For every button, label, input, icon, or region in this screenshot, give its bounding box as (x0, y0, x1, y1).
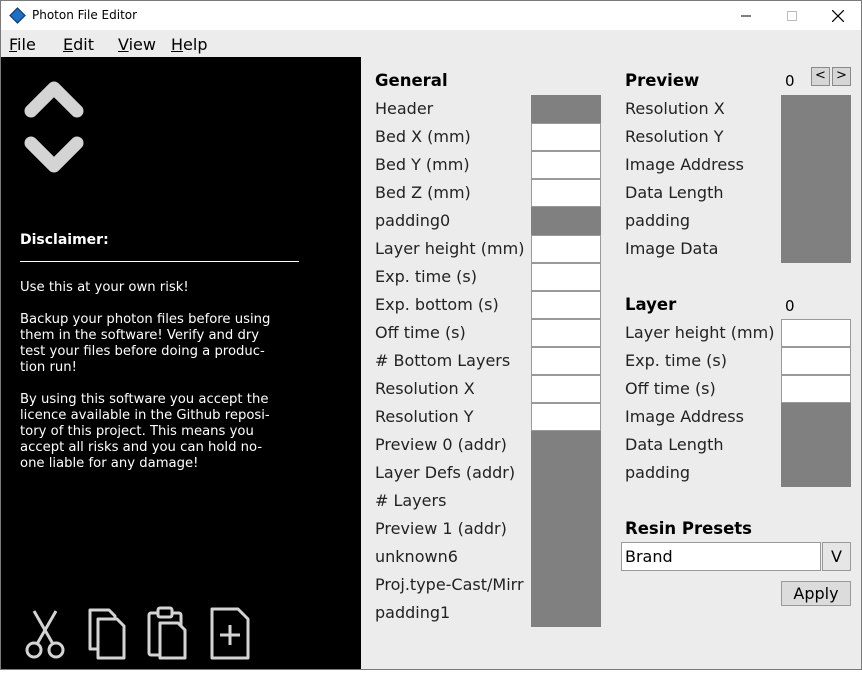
editable-field[interactable] (781, 319, 851, 347)
minimize-icon (741, 11, 751, 21)
readonly-field (531, 571, 601, 599)
field-label: Header (375, 99, 434, 118)
readonly-field (531, 599, 601, 627)
field-label: padding (625, 211, 691, 230)
field-label: Off time (s) (625, 379, 716, 398)
readonly-field (781, 207, 851, 235)
preview-title: Preview (625, 71, 700, 90)
field-label: # Layers (375, 491, 447, 510)
field-label: padding1 (375, 603, 451, 622)
resin-presets-title: Resin Presets (625, 519, 753, 538)
readonly-field (531, 459, 601, 487)
window-title: Photon File Editor (32, 8, 138, 22)
apply-button[interactable]: Apply (781, 581, 851, 606)
readonly-field (781, 179, 851, 207)
field-label: Data Length (625, 435, 724, 454)
readonly-field (781, 95, 851, 123)
layer-counter: 0 (785, 297, 795, 315)
window-bottom-edge (0, 669, 862, 673)
copy-icon[interactable] (85, 605, 129, 661)
title-bar (0, 0, 862, 30)
editable-field[interactable] (531, 347, 601, 375)
field-label: Resolution Y (625, 127, 724, 146)
field-label: padding0 (375, 211, 451, 230)
readonly-field (531, 515, 601, 543)
field-label: Proj.type-Cast/Mirr (375, 575, 524, 594)
menu-edit[interactable]: Edit (63, 35, 94, 54)
field-label: Bed Z (mm) (375, 183, 471, 202)
readonly-field (781, 235, 851, 263)
paste-icon[interactable] (146, 605, 190, 661)
readonly-field (781, 123, 851, 151)
preview-counter: 0 (785, 72, 795, 90)
brand-dropdown-button[interactable]: V (822, 542, 851, 571)
left-panel (0, 57, 361, 669)
field-label: padding (625, 463, 691, 482)
field-label: Layer height (mm) (375, 239, 525, 258)
field-label: Layer Defs (addr) (375, 463, 516, 482)
minimize-button[interactable] (723, 1, 769, 31)
field-label: Exp. bottom (s) (375, 295, 499, 314)
editable-field[interactable] (531, 123, 601, 151)
readonly-field (531, 487, 601, 515)
field-label: Exp. time (s) (375, 267, 477, 286)
field-label: unknown6 (375, 547, 458, 566)
readonly-field (781, 431, 851, 459)
disclaimer-paragraph: By using this software you accept the licence available in the Github reposi- tory of this project. This means you accept all risks and you can hold no- one liable for any damage! (20, 392, 270, 471)
disclaimer-title: Disclaimer: (20, 232, 109, 248)
close-icon (832, 10, 844, 22)
layer-title: Layer (625, 295, 677, 314)
readonly-field (531, 543, 601, 571)
layer-up-icon[interactable] (21, 75, 87, 123)
readonly-field (781, 151, 851, 179)
divider (20, 261, 299, 262)
field-label: Preview 0 (addr) (375, 435, 507, 454)
field-label: Image Address (625, 407, 744, 426)
editable-field[interactable] (531, 403, 601, 431)
brand-select[interactable]: Brand (621, 542, 821, 571)
photon-diamond-icon (9, 7, 26, 24)
field-label: # Bottom Layers (375, 351, 511, 370)
field-label: Bed Y (mm) (375, 155, 470, 174)
cut-icon[interactable] (23, 605, 67, 661)
field-label: Resolution X (625, 99, 725, 118)
disclaimer-paragraph: Use this at your own risk! (20, 280, 189, 295)
field-label: Data Length (625, 183, 724, 202)
preview-next-button[interactable]: > (832, 67, 851, 86)
maximize-button[interactable] (769, 1, 815, 31)
readonly-field (781, 459, 851, 487)
menu-file[interactable]: File (9, 35, 36, 54)
field-label: Preview 1 (addr) (375, 519, 507, 538)
readonly-field (781, 403, 851, 431)
readonly-field (531, 207, 601, 235)
readonly-field (531, 95, 601, 123)
field-label: Resolution X (375, 379, 475, 398)
field-label: Resolution Y (375, 407, 474, 426)
menu-help[interactable]: Help (171, 35, 208, 54)
menu-view[interactable]: View (118, 35, 156, 54)
editable-field[interactable] (531, 151, 601, 179)
field-label: Layer height (mm) (625, 323, 775, 342)
field-label: Bed X (mm) (375, 127, 471, 146)
editable-field[interactable] (781, 347, 851, 375)
readonly-field (531, 431, 601, 459)
editable-field[interactable] (531, 235, 601, 263)
editable-field[interactable] (781, 375, 851, 403)
editable-field[interactable] (531, 291, 601, 319)
preview-prev-button[interactable]: < (811, 67, 830, 86)
maximize-icon (787, 11, 797, 21)
disclaimer-paragraph: Backup your photon files before using them in the software! Verify and dry test your files before doing a produc- tion run! (20, 312, 271, 375)
editable-field[interactable] (531, 179, 601, 207)
add-icon[interactable] (208, 605, 252, 661)
editable-field[interactable] (531, 375, 601, 403)
properties-panel (361, 57, 862, 669)
field-label: Image Data (625, 239, 719, 258)
layer-down-icon[interactable] (21, 131, 87, 179)
field-label: Exp. time (s) (625, 351, 727, 370)
close-button[interactable] (815, 1, 861, 31)
field-label: Off time (s) (375, 323, 466, 342)
menu-bar (0, 30, 862, 57)
general-title: General (375, 71, 448, 90)
editable-field[interactable] (531, 319, 601, 347)
editable-field[interactable] (531, 263, 601, 291)
field-label: Image Address (625, 155, 744, 174)
